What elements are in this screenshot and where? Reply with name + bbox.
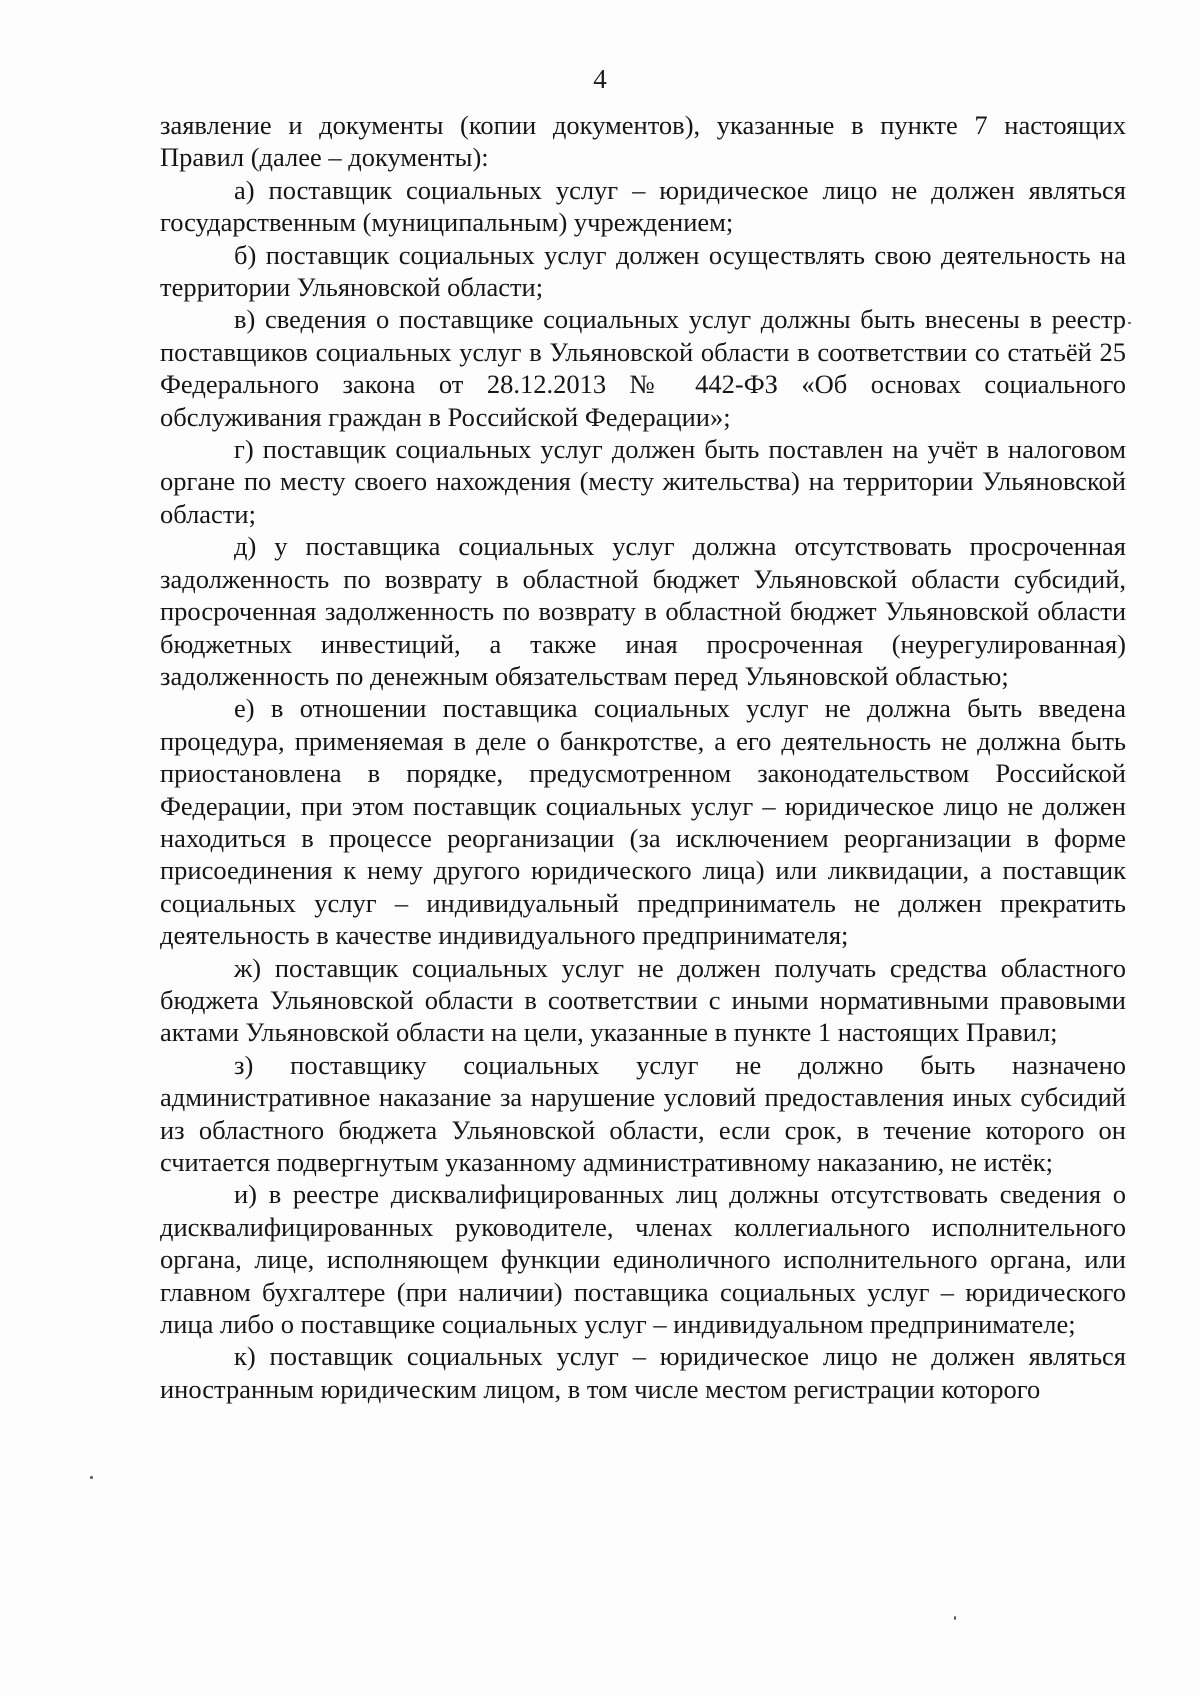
paragraph-k: к) поставщик социальных услуг – юридическое лицо не должен являться иностранным юридическим лицом, в том числе местом регистрации которого — [160, 1341, 1126, 1404]
paragraph-i: и) в реестре дисквалифицированных лиц должны отсутствовать сведения о дисквалифицированных руководителе, членах коллегиального исполнительного органа, лице, исполняющем функции единоличного исполнительного органа, или главном бухгалтере (при наличии) поставщика социальных услуг – юридического лица либо о поставщике социальных услуг – индивидуальном предпринимателе; — [160, 1179, 1126, 1340]
paragraph-v: в) сведения о поставщике социальных услуг должны быть внесены в реестр поставщиков социальных услуг в Ульяновской области в соответствии со статьёй 25 Федерального закона от 28.12.2013 № 442-ФЗ «Об основах социального обслуживания граждан в Российской Федерации»; — [160, 304, 1126, 432]
paragraph-g: г) поставщик социальных услуг должен быть поставлен на учёт в налоговом органе по месту своего нахождения (месту жительства) на территории Ульяновской области; — [160, 434, 1126, 529]
paragraph-a: а) поставщик социальных услуг – юридическое лицо не должен являться государственным (муниципальным) учреждением; — [160, 174, 1126, 238]
scan-speck — [954, 1616, 956, 1620]
document-body — [160, 109, 1126, 1405]
paragraph-b: б) поставщик социальных услуг должен осуществлять свою деятельность на территории Ульяновской области; — [160, 239, 1126, 303]
scan-speck — [90, 1476, 93, 1479]
paragraph-zh: ж) поставщик социальных услуг не должен получать средства областного бюджета Ульяновской области в соответствии с иными нормативными правовыми актами Ульяновской области на цели, указанные в пункте 1 настоящих Правил; — [160, 952, 1126, 1048]
paragraph-intro: заявление и документы (копии документов), указанные в пункте 7 настоящих Правил (далее – документы): — [160, 110, 1126, 173]
paragraph-z: з) поставщику социальных услуг не должно быть назначено административное наказание за нарушение условий предоставления иных субсидий из областного бюджета Ульяновской области, если срок, в течение которого он считается подвергнутым указанному административному наказанию, не истёк; — [160, 1049, 1126, 1177]
scan-speck — [1128, 322, 1131, 324]
page-number: 4 — [593, 64, 607, 94]
paragraph-e: е) в отношении поставщика социальных услуг не должна быть введена процедура, применяемая в деле о банкротстве, а его деятельность не должна быть приостановлена в порядке, предусмотренном законодательством Российской Федерации, при этом поставщик социальных услуг – юридическое лицо не должен находиться в процессе реорганизации (за исключением реорганизации в форме присоединения к нему другого юридического лица) или ликвидации, а поставщик социальных услуг – индивидуальный предприниматель не должен прекратить деятельность в качестве индивидуального предпринимателя; — [160, 693, 1126, 951]
paragraph-d: д) у поставщика социальных услуг должна отсутствовать просроченная задолженность по возврату в областной бюджет Ульяновской области субсидий, просроченная задолженность по возврату в областной бюджет Ульяновской области бюджетных инвестиций, а также иная просроченная (неурегулированная) задолженность по денежным обязательствам перед Ульяновской областью; — [160, 531, 1126, 691]
